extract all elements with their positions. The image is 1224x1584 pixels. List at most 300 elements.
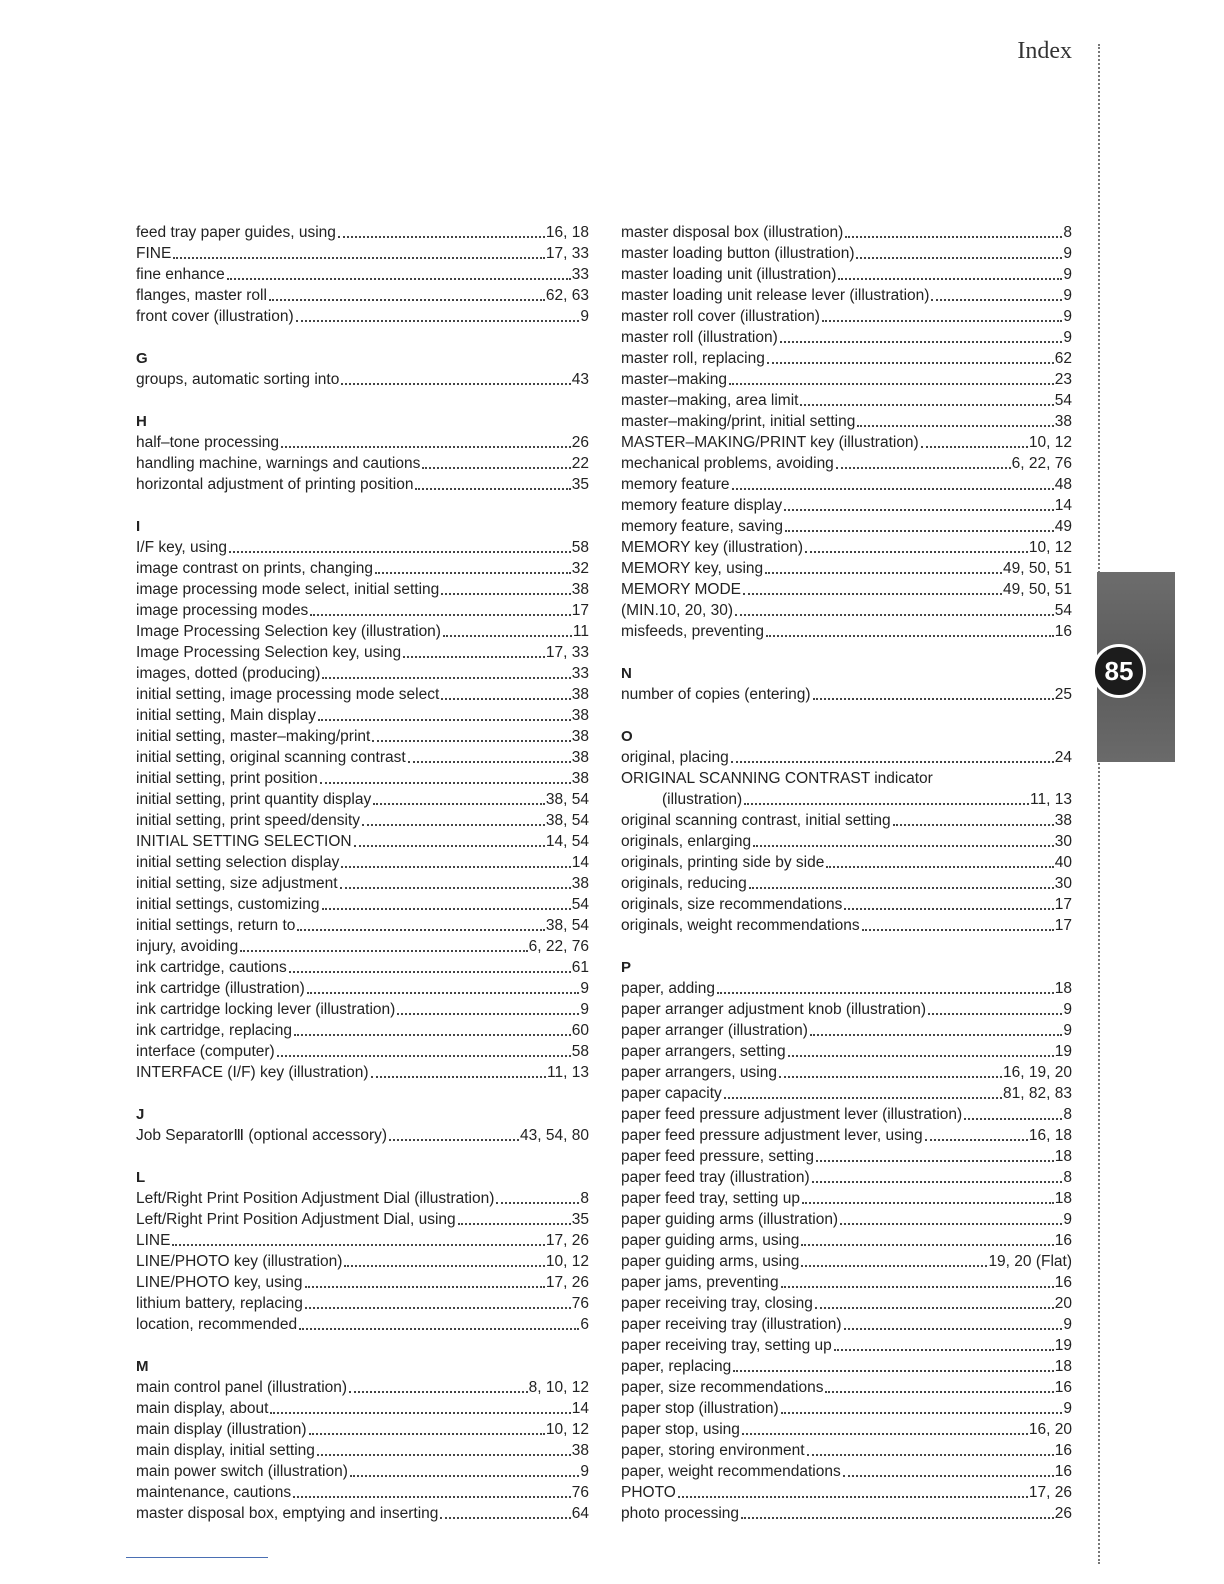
index-entry xyxy=(136,1209,589,1230)
index-term: paper guiding arms (illustration) xyxy=(621,1211,839,1228)
leader-dots xyxy=(801,1264,987,1267)
index-term: paper capacity xyxy=(621,1085,722,1102)
index-pages: 38 xyxy=(571,749,589,766)
index-entry xyxy=(621,474,1072,495)
index-pages: 61 xyxy=(571,959,589,976)
index-pages: 18 xyxy=(1054,1148,1072,1165)
index-entry xyxy=(621,1041,1072,1062)
index-pages: 30 xyxy=(1054,833,1072,850)
index-entry xyxy=(136,852,589,873)
index-entry xyxy=(621,1482,1072,1503)
index-entry xyxy=(136,768,589,789)
index-pages: 10, 12 xyxy=(1028,434,1072,451)
leader-dots xyxy=(344,1264,544,1267)
index-term: initial setting, print position xyxy=(136,770,318,787)
index-section xyxy=(136,222,589,327)
index-term: ink cartridge locking lever (illustration) xyxy=(136,1001,396,1018)
index-pages: 64 xyxy=(571,1505,589,1522)
index-pages: 17, 26 xyxy=(1028,1484,1072,1501)
index-term: originals, size recommendations xyxy=(621,896,843,913)
index-pages: 17, 33 xyxy=(545,245,589,262)
index-term: initial setting selection display xyxy=(136,854,340,871)
index-section xyxy=(621,957,1072,1524)
index-pages: 81, 82, 83 xyxy=(1003,1085,1072,1102)
index-pages: 10, 12 xyxy=(545,1421,589,1438)
index-entry xyxy=(136,474,589,495)
index-pages: 24 xyxy=(1054,749,1072,766)
index-term: image contrast on prints, changing xyxy=(136,560,373,577)
index-pages: 54 xyxy=(571,896,589,913)
leader-dots xyxy=(893,823,1054,826)
leader-dots xyxy=(322,676,570,679)
index-pages: 16, 19, 20 xyxy=(1003,1064,1072,1081)
index-pages: 38 xyxy=(571,686,589,703)
index-term: paper feed pressure, setting xyxy=(621,1148,815,1165)
index-pages: 9 xyxy=(1063,266,1072,283)
index-section xyxy=(136,1167,589,1335)
index-term: original scanning contrast, initial setting xyxy=(621,812,891,829)
index-entry xyxy=(621,516,1072,537)
leader-dots xyxy=(784,508,1054,511)
leader-dots xyxy=(780,340,1063,343)
leader-dots xyxy=(807,1453,1054,1456)
leader-dots xyxy=(408,760,571,763)
leader-dots xyxy=(862,928,1054,931)
leader-dots xyxy=(724,1096,1002,1099)
leader-dots xyxy=(227,277,571,280)
index-entry xyxy=(621,432,1072,453)
index-term: master roll cover (illustration) xyxy=(621,308,820,325)
leader-dots xyxy=(293,1495,571,1498)
index-term: paper guiding arms, using xyxy=(621,1253,800,1270)
index-pages: 9 xyxy=(1063,245,1072,262)
index-pages: 38, 54 xyxy=(545,917,589,934)
index-term: image processing modes xyxy=(136,602,309,619)
index-entry xyxy=(136,537,589,558)
index-entry xyxy=(136,1503,589,1524)
index-pages: 38, 54 xyxy=(545,791,589,808)
index-term: master loading button (illustration) xyxy=(621,245,855,262)
leader-dots xyxy=(289,970,571,973)
index-pages: 49, 50, 51 xyxy=(1003,560,1072,577)
index-entry xyxy=(136,432,589,453)
leader-dots xyxy=(305,1285,545,1288)
index-entry xyxy=(621,852,1072,873)
index-term: main display, about xyxy=(136,1400,269,1417)
leader-dots xyxy=(822,319,1062,322)
index-pages: 8 xyxy=(1063,224,1072,241)
index-term: (illustration) xyxy=(662,791,743,808)
leader-dots xyxy=(294,1033,571,1036)
leader-dots xyxy=(765,571,1002,574)
index-term: paper arrangers, using xyxy=(621,1064,777,1081)
leader-dots xyxy=(840,1222,1062,1225)
index-term: paper arranger (illustration) xyxy=(621,1022,808,1039)
leader-dots xyxy=(415,487,570,490)
index-entry xyxy=(621,831,1072,852)
leader-dots xyxy=(297,928,545,931)
index-term: memory feature display xyxy=(621,497,783,514)
index-term: initial setting, image processing mode select xyxy=(136,686,440,703)
leader-dots xyxy=(403,655,545,658)
index-entry xyxy=(621,1356,1072,1377)
index-pages: 11, 13 xyxy=(1030,791,1072,808)
leader-dots xyxy=(788,1054,1054,1057)
index-pages: 33 xyxy=(571,266,589,283)
index-pages: 9 xyxy=(1063,329,1072,346)
index-pages: 38 xyxy=(571,770,589,787)
index-entry xyxy=(621,1125,1072,1146)
index-pages: 8 xyxy=(1063,1169,1072,1186)
index-pages: 8 xyxy=(580,1190,589,1207)
index-entry xyxy=(621,1083,1072,1104)
section-letter: L xyxy=(136,1169,146,1186)
leader-dots xyxy=(805,550,1028,553)
section-letter: H xyxy=(136,413,147,430)
index-term: ink cartridge, cautions xyxy=(136,959,287,976)
leader-dots xyxy=(318,718,571,721)
index-term: memory feature, saving xyxy=(621,518,783,535)
index-entry xyxy=(621,747,1072,768)
index-pages: 10, 12 xyxy=(1028,539,1072,556)
index-pages: 17, 33 xyxy=(545,644,589,661)
index-pages: 38 xyxy=(1054,413,1072,430)
section-letter: I xyxy=(136,518,141,535)
leader-dots xyxy=(732,487,1054,490)
index-entry xyxy=(136,705,589,726)
leader-dots xyxy=(270,1411,570,1414)
index-section xyxy=(136,1356,589,1524)
index-term: ink cartridge (illustration) xyxy=(136,980,305,997)
index-term: flanges, master roll xyxy=(136,287,267,304)
index-pages: 14, 54 xyxy=(545,833,589,850)
index-pages: 54 xyxy=(1054,392,1072,409)
index-entry xyxy=(136,747,589,768)
leader-dots xyxy=(372,739,570,742)
index-term: (MIN.10, 20, 30) xyxy=(621,602,733,619)
index-term: mechanical problems, avoiding xyxy=(621,455,834,472)
index-entry xyxy=(621,999,1072,1020)
leader-dots xyxy=(320,781,571,784)
index-entry xyxy=(621,306,1072,327)
index-entry xyxy=(621,369,1072,390)
leader-dots xyxy=(281,445,571,448)
leader-dots xyxy=(825,1390,1053,1393)
section-letter: J xyxy=(136,1106,145,1123)
index-entry xyxy=(136,957,589,978)
index-entry xyxy=(621,1251,1072,1272)
leader-dots xyxy=(826,865,1053,868)
index-entry xyxy=(621,915,1072,936)
leader-dots xyxy=(741,1516,1054,1519)
index-section xyxy=(136,411,589,495)
index-entry xyxy=(621,1020,1072,1041)
leader-dots xyxy=(844,907,1053,910)
index-pages: 9 xyxy=(1063,1022,1072,1039)
index-entry xyxy=(621,600,1072,621)
index-entry xyxy=(136,726,589,747)
index-entry xyxy=(136,1482,589,1503)
index-pages: 19, 20 (Flat) xyxy=(988,1253,1072,1270)
index-pages: 58 xyxy=(571,539,589,556)
leader-dots xyxy=(781,1411,1063,1414)
index-pages: 9 xyxy=(1063,287,1072,304)
leader-dots xyxy=(397,1012,579,1015)
index-pages: 9 xyxy=(1063,1211,1072,1228)
index-term: LINE xyxy=(136,1232,171,1249)
index-entry xyxy=(621,1461,1072,1482)
index-entry xyxy=(136,1461,589,1482)
index-term: initial setting, size adjustment xyxy=(136,875,338,892)
index-term: location, recommended xyxy=(136,1316,298,1333)
index-entry xyxy=(621,1419,1072,1440)
index-entry xyxy=(136,1314,589,1335)
index-term: misfeeds, preventing xyxy=(621,623,765,640)
leader-dots xyxy=(496,1201,579,1204)
index-term: handling machine, warnings and cautions xyxy=(136,455,421,472)
index-entry xyxy=(621,495,1072,516)
index-pages: 35 xyxy=(571,476,589,493)
index-entry xyxy=(621,558,1072,579)
index-entry xyxy=(621,348,1072,369)
leader-dots xyxy=(229,550,571,553)
section-letter: P xyxy=(621,959,632,976)
index-term: images, dotted (producing) xyxy=(136,665,321,682)
index-pages: 16 xyxy=(1054,623,1072,640)
index-pages: 26 xyxy=(571,434,589,451)
leader-dots xyxy=(717,991,1054,994)
index-entry xyxy=(136,558,589,579)
index-entry xyxy=(621,1335,1072,1356)
index-pages: 32 xyxy=(571,560,589,577)
leader-dots xyxy=(338,235,545,238)
index-term: initial setting, Main display xyxy=(136,707,317,724)
index-pages: 38 xyxy=(571,728,589,745)
index-term: paper arrangers, setting xyxy=(621,1043,786,1060)
index-section xyxy=(136,516,589,1083)
leader-dots xyxy=(767,361,1054,364)
index-entry xyxy=(136,831,589,852)
index-entry xyxy=(621,1209,1072,1230)
index-entry xyxy=(621,1293,1072,1314)
index-entry xyxy=(136,894,589,915)
leader-dots xyxy=(441,592,570,595)
index-pages: 16 xyxy=(1054,1463,1072,1480)
index-term: paper arranger adjustment knob (illustration) xyxy=(621,1001,926,1018)
index-term: main display (illustration) xyxy=(136,1421,307,1438)
index-entry xyxy=(136,1188,589,1209)
index-pages: 6, 22, 76 xyxy=(1011,455,1072,472)
index-term: feed tray paper guides, using xyxy=(136,224,336,241)
index-pages: 6, 22, 76 xyxy=(528,938,589,955)
index-pages: 14 xyxy=(571,1400,589,1417)
leader-dots xyxy=(322,907,571,910)
index-entry xyxy=(621,873,1072,894)
index-term: originals, enlarging xyxy=(621,833,752,850)
section-letter: M xyxy=(136,1358,149,1375)
leader-dots xyxy=(801,1243,1053,1246)
index-entry xyxy=(136,1440,589,1461)
index-pages: 17, 26 xyxy=(545,1232,589,1249)
index-pages: 49 xyxy=(1054,518,1072,535)
index-term: paper receiving tray (illustration) xyxy=(621,1316,842,1333)
index-term: originals, weight recommendations xyxy=(621,917,860,934)
leader-dots xyxy=(766,634,1054,637)
index-term: paper stop (illustration) xyxy=(621,1400,779,1417)
index-pages: 9 xyxy=(1063,1316,1072,1333)
leader-dots xyxy=(269,298,545,301)
leader-dots xyxy=(371,1075,547,1078)
leader-dots xyxy=(307,991,580,994)
leader-dots xyxy=(779,1075,1002,1078)
footer-rule xyxy=(126,1557,268,1558)
index-term: Image Processing Selection key (illustration) xyxy=(136,623,441,640)
index-section xyxy=(621,222,1072,642)
section-letter: N xyxy=(621,665,632,682)
index-pages: 9 xyxy=(1063,1001,1072,1018)
index-entry xyxy=(621,1314,1072,1335)
leader-dots xyxy=(742,1432,1028,1435)
index-term: MEMORY key, using xyxy=(621,560,764,577)
index-entry xyxy=(136,642,589,663)
index-pages: 38 xyxy=(571,707,589,724)
index-pages: 38, 54 xyxy=(545,812,589,829)
index-pages: 17, 26 xyxy=(545,1274,589,1291)
index-pages: 38 xyxy=(571,875,589,892)
index-entry xyxy=(136,873,589,894)
leader-dots xyxy=(731,760,1054,763)
leader-dots xyxy=(856,256,1062,259)
index-pages: 9 xyxy=(1063,1400,1072,1417)
index-entry xyxy=(621,1146,1072,1167)
index-term: LINE/PHOTO key, using xyxy=(136,1274,303,1291)
index-term: memory feature xyxy=(621,476,730,493)
index-pages: 20 xyxy=(1054,1295,1072,1312)
index-entry xyxy=(621,390,1072,411)
leader-dots xyxy=(173,256,545,259)
index-entry xyxy=(136,369,589,390)
index-entry xyxy=(621,1104,1072,1125)
index-pages: 6 xyxy=(580,1316,589,1333)
index-entry xyxy=(136,1062,589,1083)
leader-dots xyxy=(815,1306,1054,1309)
index-term: master–making xyxy=(621,371,727,388)
index-term: paper receiving tray, setting up xyxy=(621,1337,832,1354)
leader-dots xyxy=(172,1243,544,1246)
index-entry xyxy=(136,621,589,642)
index-entry xyxy=(136,684,589,705)
index-entry xyxy=(136,243,589,264)
index-entry xyxy=(136,1419,589,1440)
leader-dots xyxy=(802,1201,1054,1204)
leader-dots xyxy=(743,592,1002,595)
index-term: I/F key, using xyxy=(136,539,228,556)
index-pages: 38 xyxy=(571,1442,589,1459)
index-pages: 11 xyxy=(572,623,589,640)
index-pages: 16, 18 xyxy=(1028,1127,1072,1144)
index-pages: 22 xyxy=(571,455,589,472)
index-term: horizontal adjustment of printing position xyxy=(136,476,414,493)
index-pages: 19 xyxy=(1054,1043,1072,1060)
index-term: initial settings, customizing xyxy=(136,896,320,913)
index-section xyxy=(136,348,589,390)
index-term: PHOTO xyxy=(621,1484,676,1501)
leader-dots xyxy=(812,1180,1063,1183)
index-term: master–making, area limit xyxy=(621,392,799,409)
index-term: LINE/PHOTO key (illustration) xyxy=(136,1253,343,1270)
leader-dots xyxy=(733,1369,1053,1372)
index-entry xyxy=(621,1188,1072,1209)
index-term: Image Processing Selection key, using xyxy=(136,644,402,661)
index-term: initial setting, original scanning contrast xyxy=(136,749,406,766)
index-pages: 62 xyxy=(1054,350,1072,367)
index-pages: 62, 63 xyxy=(545,287,589,304)
leader-dots xyxy=(678,1495,1028,1498)
page-title: Index xyxy=(1017,38,1072,64)
leader-dots xyxy=(341,382,570,385)
index-term: master roll (illustration) xyxy=(621,329,778,346)
leader-dots xyxy=(305,1306,571,1309)
index-entry xyxy=(621,537,1072,558)
leader-dots xyxy=(838,277,1062,280)
leader-dots xyxy=(375,571,571,574)
leader-dots xyxy=(845,235,1062,238)
index-entry xyxy=(136,600,589,621)
index-entry xyxy=(621,621,1072,642)
index-entry xyxy=(621,1398,1072,1419)
index-term: original, placing xyxy=(621,749,729,766)
index-term: MASTER–MAKING/PRINT key (illustration) xyxy=(621,434,919,451)
leader-dots xyxy=(964,1117,1062,1120)
index-pages: 9 xyxy=(580,980,589,997)
index-section xyxy=(136,1104,589,1146)
index-section xyxy=(621,726,1072,936)
leader-dots xyxy=(931,298,1062,301)
index-pages: 16 xyxy=(1054,1379,1072,1396)
index-pages: 14 xyxy=(571,854,589,871)
leader-dots xyxy=(277,1054,571,1057)
index-term: paper guiding arms, using xyxy=(621,1232,800,1249)
index-pages: 48 xyxy=(1054,476,1072,493)
index-pages: 38 xyxy=(571,581,589,598)
leader-dots xyxy=(350,1474,579,1477)
index-entry xyxy=(621,1230,1072,1251)
index-term: paper, replacing xyxy=(621,1358,732,1375)
index-column-left xyxy=(136,222,589,1524)
leader-dots xyxy=(785,529,1054,532)
section-letter: O xyxy=(621,728,633,745)
index-term: INITIAL SETTING SELECTION xyxy=(136,833,352,850)
index-entry xyxy=(136,1293,589,1314)
index-entry xyxy=(136,1272,589,1293)
index-entry xyxy=(136,915,589,936)
index-pages: 43, 54, 80 xyxy=(520,1127,589,1144)
index-term: paper jams, preventing xyxy=(621,1274,779,1291)
index-entry xyxy=(136,1251,589,1272)
index-pages: 16 xyxy=(1054,1274,1072,1291)
index-pages: 18 xyxy=(1054,980,1072,997)
index-pages: 35 xyxy=(571,1211,589,1228)
leader-dots xyxy=(389,1138,519,1141)
index-entry xyxy=(621,810,1072,831)
leader-dots xyxy=(441,697,570,700)
leader-dots xyxy=(354,844,545,847)
index-entry xyxy=(136,264,589,285)
leader-dots xyxy=(729,382,1054,385)
leader-dots xyxy=(440,1516,570,1519)
index-term: originals, reducing xyxy=(621,875,747,892)
index-pages: 9 xyxy=(1063,308,1072,325)
